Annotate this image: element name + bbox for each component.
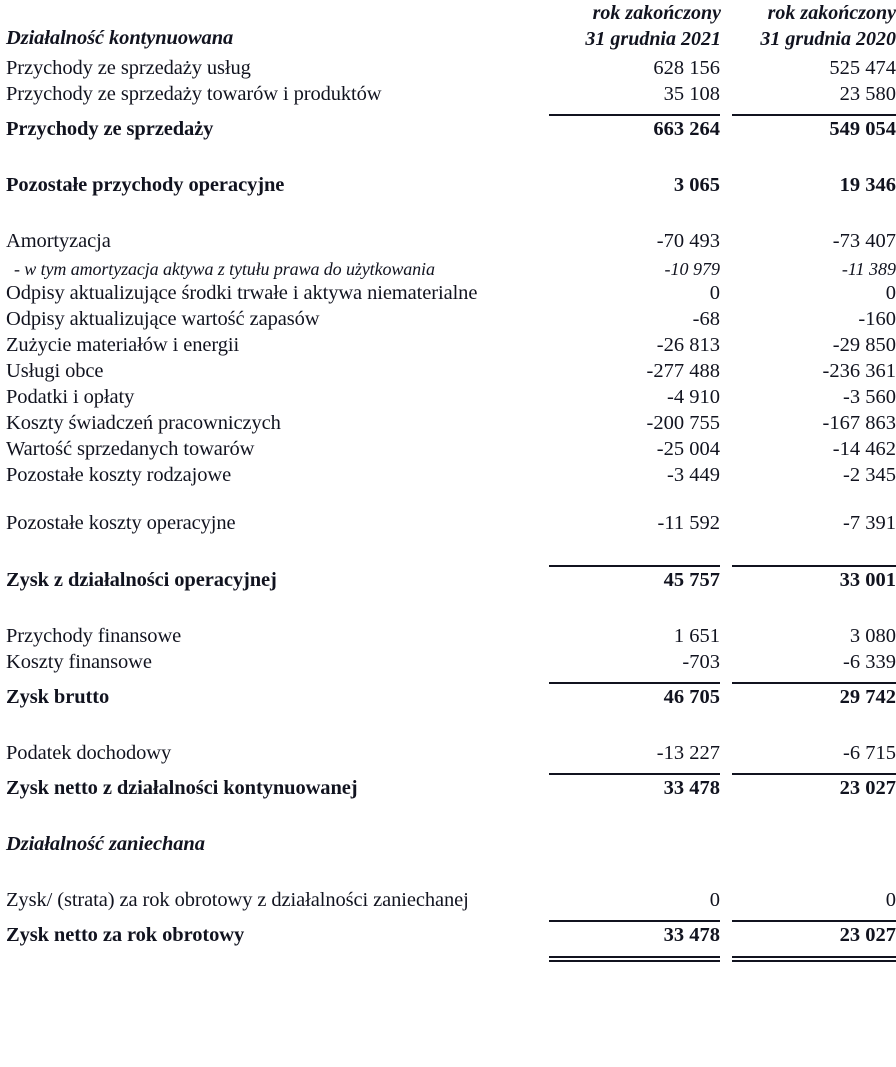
row-value-operating-profit-2021: 45 757 [663, 569, 720, 592]
rule-line-2020 [732, 770, 896, 778]
gap [721, 890, 732, 916]
row-label-financial-costs: Koszty finansowe [6, 651, 152, 674]
row-value-financial-costs-2021: -703 [682, 651, 720, 674]
gap [721, 465, 732, 491]
table-row [0, 925, 896, 951]
row-value-operating-profit-2020: 33 001 [839, 569, 896, 592]
table-row [0, 283, 896, 309]
column-header-year-2020-line2: 31 grudnia 2020 [760, 28, 896, 51]
row-value-taxes-fees-2020: -3 560 [843, 386, 896, 409]
table-row [0, 335, 896, 361]
section-title-discontinued-value-2021 [548, 834, 721, 860]
table-row [0, 84, 896, 110]
gap [721, 413, 732, 439]
spacer [0, 539, 896, 561]
row-value-net-profit-year-2020: 23 027 [839, 924, 896, 947]
row-label-other-costs-by-nature: Pozostałe koszty rodzajowe [6, 464, 232, 487]
gap [721, 743, 732, 769]
double-rule-line-2020 [732, 952, 896, 965]
section-title-discontinued: Działalność zaniechana [6, 833, 205, 856]
gap [721, 951, 732, 965]
table-row [0, 439, 896, 465]
gap [721, 257, 732, 283]
gap [721, 58, 732, 84]
row-value-financial-income-2020: 3 080 [849, 625, 896, 648]
row-value-cost-of-goods-sold-2020: -14 462 [832, 438, 896, 461]
row-value-other-costs-by-nature-2020: -2 345 [843, 464, 896, 487]
row-value-employee-benefits-2021: -200 755 [646, 412, 720, 435]
table-row [0, 231, 896, 257]
table-row [0, 687, 896, 713]
row-value-net-profit-continuing-2021: 33 478 [663, 777, 720, 800]
table-row [0, 361, 896, 387]
row-label-other-operating-costs: Pozostałe koszty operacyjne [6, 512, 236, 535]
gap [721, 916, 732, 925]
row-label-materials-energy: Zużycie materiałów i energii [6, 334, 240, 357]
table-row [0, 413, 896, 439]
row-value-impairment-inventory-2020: -160 [858, 308, 896, 331]
row-label-impairment-ppe: Odpisy aktualizujące środki trwałe i aktywa niematerialne [6, 282, 478, 305]
row-value-income-tax-2020: -6 715 [843, 742, 896, 765]
row-value-gross-profit-2020: 29 742 [839, 686, 896, 709]
spacer [0, 145, 896, 175]
row-value-depreciation-2021: -70 493 [656, 230, 720, 253]
row-value-discontinued-result-2021: 0 [709, 889, 720, 912]
row-value-depreciation-rou-2020: -11 389 [841, 258, 896, 279]
row-value-impairment-ppe-2021: 0 [709, 282, 720, 305]
row-label-discontinued-result: Zysk/ (strata) za rok obrotowy z działalności zaniechanej [6, 889, 469, 912]
gap [721, 652, 732, 678]
table-header-row [0, 0, 896, 58]
row-value-revenue-services-2021: 628 156 [653, 57, 720, 80]
rule-line-2021 [548, 679, 721, 687]
gap [721, 387, 732, 413]
gap [721, 335, 732, 361]
gap [721, 513, 732, 539]
row-value-financial-costs-2020: -6 339 [843, 651, 896, 674]
row-value-net-profit-continuing-2020: 23 027 [839, 777, 896, 800]
row-label-gross-profit: Zysk brutto [6, 686, 110, 709]
column-header-year-2021 [548, 0, 721, 58]
gap [721, 626, 732, 652]
double-rule-line-2021 [548, 952, 721, 965]
row-value-impairment-inventory-2021: -68 [692, 308, 720, 331]
row-label-taxes-fees: Podatki i opłaty [6, 386, 135, 409]
subtotal-rule-gross-profit [0, 678, 896, 687]
gap [721, 309, 732, 335]
gap [721, 283, 732, 309]
rule-line-2021 [548, 111, 721, 119]
row-value-discontinued-result-2020: 0 [885, 889, 896, 912]
table-row [0, 743, 896, 769]
table-row [0, 652, 896, 678]
row-label-revenue-goods: Przychody ze sprzedaży towarów i produktów [6, 83, 382, 106]
row-value-financial-income-2021: 1 651 [673, 625, 720, 648]
row-value-other-operating-costs-2020: -7 391 [843, 512, 896, 535]
rule-line-2020 [732, 562, 896, 570]
gap [721, 561, 732, 570]
row-label-net-profit-continuing: Zysk netto z działalności kontynuowanej [6, 777, 358, 800]
gap [721, 678, 732, 687]
spacer [0, 804, 896, 834]
grand-total-double-rule [0, 951, 896, 965]
gap [721, 769, 732, 778]
gap [721, 687, 732, 713]
row-label-depreciation: Amortyzacja [6, 230, 111, 253]
header-gap-2 [721, 0, 732, 58]
gap [721, 439, 732, 465]
row-value-external-services-2021: -277 488 [646, 360, 720, 383]
row-value-depreciation-2020: -73 407 [832, 230, 896, 253]
row-value-employee-benefits-2020: -167 863 [822, 412, 896, 435]
row-label-net-profit-year: Zysk netto za rok obrotowy [6, 924, 245, 947]
section-title-discontinued-value-2020 [732, 834, 896, 860]
spacer [0, 201, 896, 231]
row-value-impairment-ppe-2020: 0 [885, 282, 896, 305]
row-value-revenue-total-2021: 663 264 [653, 118, 720, 141]
row-value-revenue-services-2020: 525 474 [829, 57, 896, 80]
row-value-revenue-total-2020: 549 054 [829, 118, 896, 141]
row-value-other-operating-income-2020: 19 346 [839, 174, 896, 197]
row-label-revenue-services: Przychody ze sprzedaży usług [6, 57, 251, 80]
row-value-materials-energy-2021: -26 813 [656, 334, 720, 357]
table-row [0, 387, 896, 413]
spacer [0, 713, 896, 743]
table-row [0, 834, 896, 860]
rule-line-2020 [732, 679, 896, 687]
row-label-impairment-inventory: Odpisy aktualizujące wartość zapasów [6, 308, 320, 331]
rule-line-2021 [548, 770, 721, 778]
row-label-employee-benefits: Koszty świadczeń pracowniczych [6, 412, 281, 435]
row-label-cost-of-goods-sold: Wartość sprzedanych towarów [6, 438, 255, 461]
row-value-net-profit-year-2021: 33 478 [663, 924, 720, 947]
column-header-year-2020 [732, 0, 896, 58]
gap [721, 175, 732, 201]
row-label-financial-income: Przychody finansowe [6, 625, 182, 648]
rule-line-2020 [732, 111, 896, 119]
table-row [0, 119, 896, 145]
row-value-other-costs-by-nature-2021: -3 449 [667, 464, 720, 487]
spacer [0, 860, 896, 890]
spacer [0, 491, 896, 513]
row-value-revenue-goods-2020: 23 580 [839, 83, 896, 106]
row-label-other-operating-income: Pozostałe przychody operacyjne [6, 174, 285, 197]
gap [721, 925, 732, 951]
table-row [0, 257, 896, 283]
row-value-gross-profit-2021: 46 705 [663, 686, 720, 709]
row-value-revenue-goods-2021: 35 108 [663, 83, 720, 106]
row-value-depreciation-rou-2021: -10 979 [664, 258, 720, 279]
table-row [0, 513, 896, 539]
row-value-other-operating-income-2021: 3 065 [673, 174, 720, 197]
table-row [0, 626, 896, 652]
table-row [0, 465, 896, 491]
gap [721, 570, 732, 596]
row-label-operating-profit: Zysk z działalności operacyjnej [6, 569, 277, 592]
rule-line-2021 [548, 917, 721, 925]
gap [721, 834, 732, 860]
rule-spacer [0, 951, 546, 965]
table-row [0, 778, 896, 804]
row-label-depreciation-rou: - w tym amortyzacja aktywa z tytułu prawa do użytkowania [14, 258, 435, 279]
gap [721, 110, 732, 119]
rule-line-2020 [732, 917, 896, 925]
table-row [0, 58, 896, 84]
gap [721, 119, 732, 145]
row-value-cost-of-goods-sold-2021: -25 004 [656, 438, 720, 461]
spacer [0, 596, 896, 626]
row-value-external-services-2020: -236 361 [822, 360, 896, 383]
column-header-year-2021-line1: rok zakończony [592, 2, 721, 24]
table-row [0, 890, 896, 916]
row-value-income-tax-2021: -13 227 [656, 742, 720, 765]
row-label-income-tax: Podatek dochodowy [6, 742, 172, 765]
column-header-year-2020-line1: rok zakończony [767, 2, 896, 24]
column-header-year-2021-line2: 31 grudnia 2021 [585, 28, 721, 51]
rule-line-2021 [548, 562, 721, 570]
gap [721, 361, 732, 387]
row-label-external-services: Usługi obce [6, 360, 104, 383]
table-row [0, 309, 896, 335]
table-row [0, 570, 896, 596]
gap [721, 778, 732, 804]
row-value-materials-energy-2020: -29 850 [832, 334, 896, 357]
table-row [0, 175, 896, 201]
row-label-revenue-total: Przychody ze sprzedaży [6, 118, 214, 141]
section-title-continuing: Działalność kontynuowana [6, 27, 234, 50]
gap [721, 231, 732, 257]
row-value-other-operating-costs-2021: -11 592 [657, 512, 720, 535]
gap [721, 84, 732, 110]
row-value-taxes-fees-2021: -4 910 [667, 386, 720, 409]
